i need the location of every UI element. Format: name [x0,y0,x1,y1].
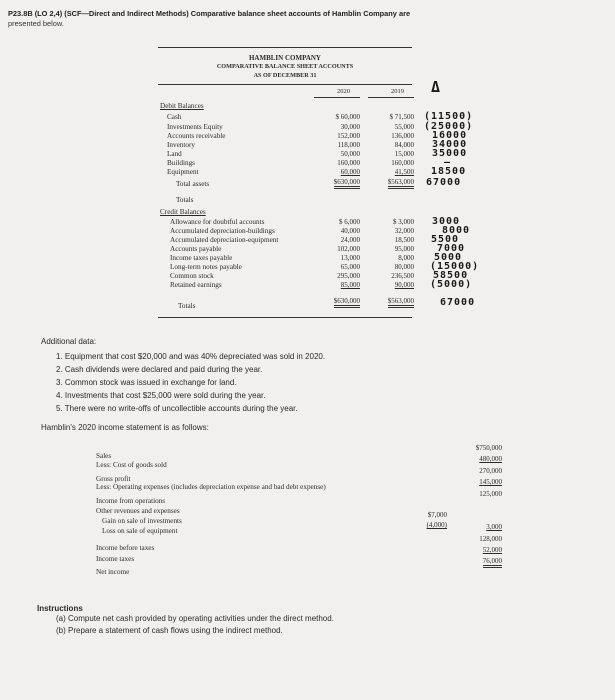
row-label: Retained earnings [170,281,222,289]
total-assets-label: Total assets [176,180,210,188]
is-cogs-value: 480,000 [479,455,502,463]
value-2019: 55,000 [394,123,414,131]
is-other-total: 3,000 [486,523,502,531]
row-label: Accounts receivable [167,132,226,140]
handwritten-change: 7000 [437,243,466,254]
value-2020: $ 60,000 [335,113,360,121]
value-2020: 13,000 [340,254,360,262]
value-2019: 32,000 [394,227,414,235]
col-header-2020: 2020 [337,88,350,95]
delta-symbol: Δ [431,78,441,96]
row-label: Long-term notes payable [170,263,242,271]
bs-company: HAMBLIN COMPANY [248,54,321,62]
total-assets-2020: $630,000 [334,178,360,189]
is-ibt-value: 128,000 [479,535,502,543]
handwritten-change: 5500 [431,234,460,245]
value-2019: 80,000 [394,263,414,271]
handwritten-change: 35000 [432,148,468,159]
value-2020: 65,000 [340,263,360,271]
bs-top-rule [158,47,412,48]
additional-item: 4. Investments that cost $25,000 were sold during the year. [56,391,266,400]
income-intro: Hamblin's 2020 income statement is as follows: [41,423,209,432]
value-2020: 118,000 [337,141,360,149]
row-label: Buildings [167,159,195,167]
credit-heading: Credit Balances [160,208,206,216]
value-2020: 50,000 [340,150,360,158]
value-2020: 24,000 [340,236,360,244]
additional-item: 2. Cash dividends were declared and paid during the year. [56,365,263,374]
is-gain-label: Gain on sale of investments [102,517,182,525]
value-2020: 295,000 [337,272,360,280]
handwritten-change: – [444,157,452,168]
col-header-rule-2020 [314,97,360,98]
problem-heading-line1: P23.8B (LO 2,4) (SCF—Direct and Indirect Methods) Comparative balance sheet accounts of Hamblin Company are [8,9,411,18]
additional-item: 1. Equipment that cost $20,000 and was 40% depreciated was sold in 2020. [56,352,326,361]
bs-header-rule [158,84,412,85]
problem-heading-line2: presented below. [8,19,64,28]
credit-total-2020: $630,000 [334,297,360,308]
value-2019: 136,000 [391,132,414,140]
is-other-label: Other revenues and expenses [96,507,180,515]
col-header-rule-2019 [368,97,414,98]
value-2019: 15,000 [394,150,414,158]
handwritten-change: 3000 [432,216,461,227]
row-label: Allowance for doubtful accounts [170,218,265,226]
value-2019: $ 3,000 [393,218,414,226]
row-label: Cash [167,113,182,121]
is-tax-value: 52,000 [482,546,502,554]
row-label: Land [167,150,182,158]
totals-label: Totals [176,196,194,204]
total-assets-2019: $563,000 [388,178,414,189]
value-2020: 160,000 [337,159,360,167]
handwritten-change: (5000) [430,279,473,290]
row-label: Investments Equity [167,123,223,131]
value-2019: 160,000 [391,159,414,167]
is-ibt-label: Income before taxes [96,544,155,552]
is-loss-label: Loss on sale of equipment [102,527,178,535]
bs-title: COMPARATIVE BALANCE SHEET ACCOUNTS [216,63,354,70]
value-2020: 102,000 [337,245,360,253]
row-label: Inventory [167,141,195,149]
row-label: Accounts payable [170,245,222,253]
is-net-value: 76,000 [483,557,502,568]
is-gross-value: 270,000 [479,467,502,475]
instructions-title: Instructions [37,604,83,613]
bs-bottom-rule [158,317,412,318]
value-2020: 152,000 [337,132,360,140]
row-label: Accumulated depreciation-equipment [170,236,279,244]
total-assets-change: 67000 [426,177,462,188]
instruction-a: (a) Compute net cash provided by operating activities under the direct method. [56,614,334,623]
handwritten-change: 16000 [432,130,468,141]
value-2019: 90,000 [394,281,414,289]
col-header-2019: 2019 [391,88,404,95]
is-sales-label: Sales [96,452,112,460]
is-tax-label: Income taxes [96,555,135,563]
value-2020: 30,000 [340,123,360,131]
is-sales-value: $750,000 [475,444,502,452]
handwritten-change: (15000) [430,261,480,272]
row-label: Common stock [170,272,214,280]
value-2019: 41,500 [394,168,414,176]
value-2019: 95,000 [394,245,414,253]
is-loss-value: (4,000) [426,521,447,529]
handwritten-change: 58500 [433,270,469,281]
bs-date: AS OF DECEMBER 31 [253,72,317,79]
is-opex-value: 145,000 [479,478,502,486]
handwritten-change: 5000 [434,252,463,263]
value-2019: 84,000 [394,141,414,149]
value-2019: 8,000 [398,254,414,262]
row-label: Accumulated depreciation-buildings [170,227,275,235]
instruction-b: (b) Prepare a statement of cash flows using the indirect method. [56,626,283,635]
value-2020: 60,000 [340,168,360,176]
additional-item: 5. There were no write-offs of uncollectible accounts during the year. [56,404,298,413]
value-2019: 18,500 [394,236,414,244]
value-2020: $ 6,000 [339,218,360,226]
handwritten-change: 8000 [442,225,471,236]
is-gross-label: Gross profit [96,475,131,483]
handwritten-change: 18500 [431,166,467,177]
credit-total-2019: $563,000 [388,297,414,308]
is-gain-value: $7,000 [427,511,447,519]
additional-title: Additional data: [41,337,97,346]
handwritten-change: (11500) [424,111,474,122]
is-ops-label: Income from operations [96,497,166,505]
row-label: Equipment [167,168,199,176]
additional-item: 3. Common stock was issued in exchange for land. [56,378,237,387]
problem-heading [8,9,410,18]
value-2019: $ 71,500 [389,113,414,121]
value-2020: 40,000 [340,227,360,235]
row-label: Income taxes payable [170,254,233,262]
value-2019: 236,500 [391,272,414,280]
credit-total-change: 67000 [440,297,476,308]
credit-total-label: Totals [178,302,196,310]
is-opex-label: Less: Operating expenses (includes depreciation expense and bad debt expense) [96,483,326,491]
handwritten-change: (25000) [424,121,474,132]
value-2020: 85,000 [340,281,360,289]
handwritten-change: 34000 [432,139,468,150]
debit-heading: Debit Balances [160,102,204,110]
is-cogs-label: Less: Cost of goods sold [96,461,167,469]
is-ops-value: 125,000 [479,490,502,498]
is-net-label: Net income [96,568,130,576]
